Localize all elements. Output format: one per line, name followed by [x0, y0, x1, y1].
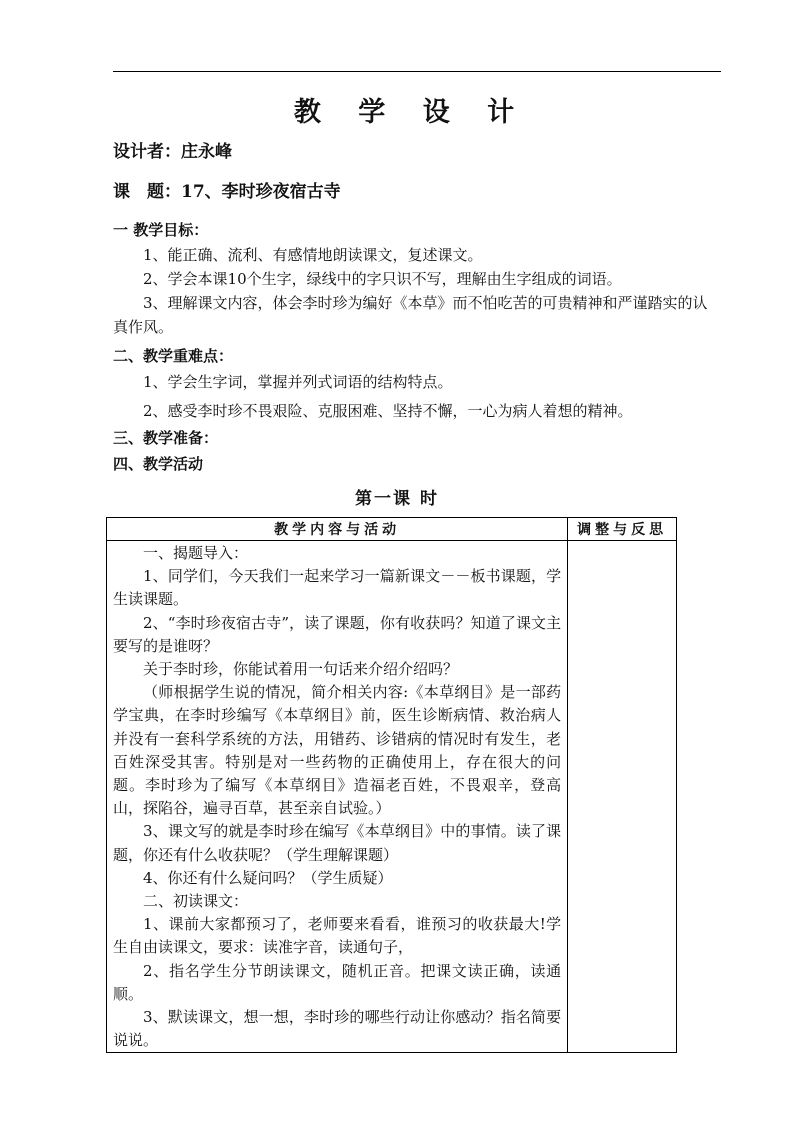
content-paragraph: 3、默读课文，想一想，李时珍的哪些行动让你感动？指名简要说说。 — [113, 1008, 562, 1050]
reflection-cell — [568, 541, 677, 1053]
topic-line: 课 题：17、李时珍夜宿古寺 — [113, 182, 341, 202]
content-paragraph: 3、课文写的就是李时珍在编写《本草纲目》中的事情。读了课题，你还有什么收获呢？（学生理解课题） — [113, 822, 562, 864]
prep-heading: 三、教学准备： — [113, 429, 219, 447]
designer-line: 设计者：庄永峰 — [113, 142, 232, 162]
content-paragraph: 关于李时珍，你能试着用一句话来介绍介绍吗？ — [143, 660, 459, 679]
content-paragraph: （师根据学生说的情况，简介相关内容:《本草纲目》是一部药学宝典，在李时珍编写《本草纲目》前，医生诊断病情、救治病人并没有一套科学系统的方法，用错药、诊错病的情况时有发生，老百姓深受其害。特别是对一些药物的正确使用上，存在很大的问题。李时珍为了编写《本草纲目》造福老百姓，不畏艰辛，登高山，探陷谷，遍寻百草，甚至亲自试验。） — [113, 683, 562, 818]
reflection-column-header: 调整与反思 — [568, 518, 677, 541]
table-header-row — [107, 518, 677, 541]
goals-heading: 一 教学目标： — [113, 221, 209, 239]
activity-heading: 四、教学活动 — [113, 455, 204, 473]
content-paragraph: 1、课前大家都预习了，老师要来看看，谁预习的收获最大!学生自由读课文，要求：读准字音，读通句子， — [113, 915, 562, 957]
content-paragraph: 一、揭题导入： — [143, 544, 249, 562]
goal-item: 1、能正确、流利、有感情地朗读课文，复述课文。 — [143, 246, 483, 264]
key-item: 1、学会生字词，掌握并列式词语的结构特点。 — [143, 373, 453, 391]
key-heading: 二、教学重难点： — [113, 347, 234, 365]
page-title: 教 学 设 计 — [293, 97, 529, 128]
content-paragraph: 二、初读课文： — [143, 892, 249, 911]
header-rule — [113, 71, 721, 72]
lesson-plan-table — [106, 517, 677, 1053]
content-column-header: 教学内容与活动 — [107, 518, 568, 541]
content-paragraph: 2、“李时珍夜宿古寺”，读了课题，你有收获吗？知道了课文主要写的是谁呀？ — [113, 613, 562, 655]
content-paragraph: 4、你还有什么疑问吗？（学生质疑） — [143, 868, 393, 887]
goal-item: 2、学会本课10个生字，绿线中的字只识不写，理解由生字组成的词语。 — [143, 270, 622, 288]
content-cell — [107, 541, 568, 1053]
content-paragraph: 2、指名学生分节朗读课文，随机正音。把课文读正确，读通顺。 — [113, 961, 562, 1003]
lesson-title: 第一课 时 — [355, 489, 439, 509]
goal-item: 3、理解课文内容，体会李时珍为编好《本草》而不怕吃苦的可贵精神和严谨踏实的认真作风。 — [113, 294, 708, 336]
key-item: 2、感受李时珍不畏艰险、克服困难、坚持不懈，一心为病人着想的精神。 — [143, 402, 633, 420]
table-row — [107, 541, 677, 1053]
content-paragraph: 1、同学们，今天我们一起来学习一篇新课文－－板书课题，学生读课题。 — [113, 567, 562, 609]
